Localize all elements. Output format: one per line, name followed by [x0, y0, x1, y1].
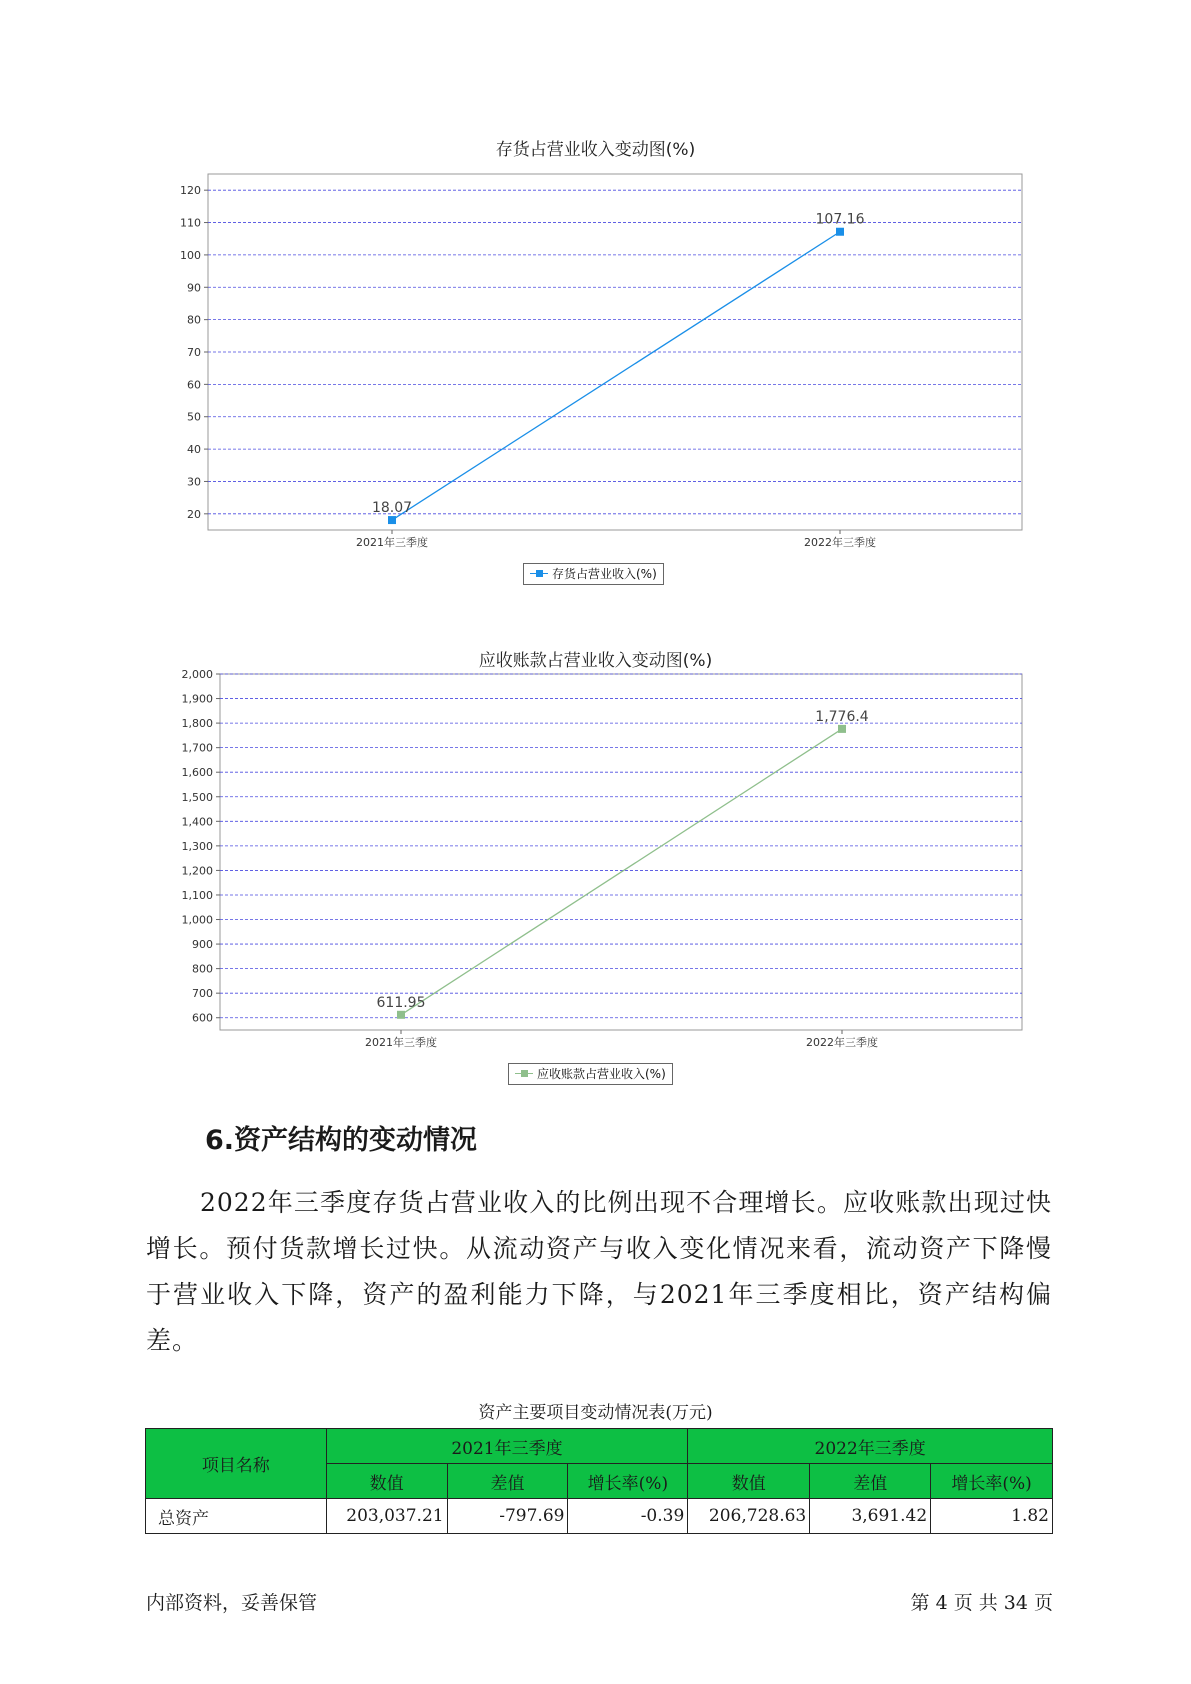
chart2-ytick-label: 1,900: [181, 692, 213, 706]
chart2-legend-marker-icon: [515, 1070, 533, 1078]
chart2-ytick-label: 900: [192, 938, 213, 952]
sub-header: 增长率(%): [568, 1464, 688, 1499]
chart1-ytick-label: 70: [187, 346, 201, 359]
chart2-xtick-label: 2022年三季度: [806, 1036, 878, 1049]
cell: -797.69: [447, 1499, 568, 1534]
chart2-ytick-label: 1,700: [181, 741, 213, 755]
sub-header: 增长率(%): [931, 1464, 1053, 1499]
chart2-ytick-label: 1,100: [181, 888, 213, 902]
chart1-ytick-label: 60: [187, 378, 201, 392]
chart2-data-point: [397, 1011, 405, 1019]
chart2-legend-label: 应收账款占营业收入(%): [537, 1067, 666, 1081]
chart2-ytick-label: 1,300: [181, 839, 213, 853]
chart2-ytick-label: 1,000: [181, 913, 213, 927]
chart2-data-point: [838, 725, 846, 733]
cell: -0.39: [568, 1499, 688, 1534]
col-group-2022: 2022年三季度: [688, 1429, 1053, 1464]
cell: 203,037.21: [326, 1499, 447, 1534]
chart2-ytick-label: 1,400: [181, 815, 213, 829]
page-number: 第 4 页 共 34 页: [910, 1592, 1053, 1614]
chart2-ytick-label: 1,800: [181, 717, 213, 731]
chart2-ytick-label: 600: [192, 1011, 213, 1025]
chart1-ytick-label: 120: [180, 184, 201, 198]
chart1-data-label: 107.16: [815, 211, 865, 228]
row-name: 总资产: [146, 1499, 327, 1534]
section-paragraph: 2022年三季度存货占营业收入的比例出现不合理增长。应收账款出现过快增长。预付货款增长过快。从流动资产与收入变化情况来看，流动资产下降慢于营业收入下降，资产的盈利能力下降，与2021年三季度相比，资产结构偏差。: [146, 1188, 1052, 1355]
chart1-ytick-label: 20: [187, 507, 201, 521]
sub-header: 差值: [810, 1464, 931, 1499]
chart1-ytick-label: 90: [187, 281, 201, 295]
sub-header: 数值: [688, 1464, 810, 1499]
chart2-ytick-label: 2,000: [181, 668, 213, 681]
chart1-data-label: 18.07: [371, 500, 413, 517]
chart2-ytick-label: 1,600: [181, 766, 213, 780]
chart2-ytick-label: 1,500: [181, 790, 213, 804]
chart2-xtick-label: 2021年三季度: [365, 1036, 437, 1049]
chart1-ytick-label: 110: [180, 216, 201, 230]
chart1-ytick-label: 50: [187, 410, 201, 424]
cell: 206,728.63: [688, 1499, 810, 1534]
footer-confidential-note: 内部资料，妥善保管: [146, 1592, 318, 1614]
chart2-ytick-label: 1,200: [181, 864, 213, 878]
chart1-xtick-label: 2021年三季度: [356, 536, 428, 549]
chart2-title: 应收账款占营业收入变动图(%): [478, 651, 713, 671]
chart2-plot-frame: [220, 674, 1022, 1030]
table-title: 资产主要项目变动情况表(万元): [478, 1403, 713, 1423]
chart2-ytick-label: 700: [192, 987, 213, 1001]
col-group-2021: 2021年三季度: [326, 1429, 688, 1464]
chart2-data-label: 611.95: [376, 994, 426, 1011]
col-item-name: 项目名称: [146, 1429, 327, 1499]
chart1-legend-label: 存货占营业收入(%): [552, 567, 657, 581]
chart1-xtick-label: 2022年三季度: [804, 536, 876, 549]
chart1-ytick-label: 40: [187, 443, 201, 457]
chart2-legend: [508, 1063, 673, 1085]
chart2-data-label: 1,776.4: [815, 708, 869, 725]
sub-header: 数值: [326, 1464, 447, 1499]
cell: 1.82: [931, 1499, 1053, 1534]
chart2-ytick-label: 800: [192, 962, 213, 976]
chart1-ytick-label: 100: [180, 248, 201, 262]
chart1-ytick-label: 30: [187, 475, 201, 489]
chart1-ytick-label: 80: [187, 313, 201, 327]
chart1-title: 存货占营业收入变动图(%): [495, 140, 696, 160]
section-heading: 6.资产结构的变动情况: [205, 1125, 478, 1156]
table-row: [146, 1499, 1053, 1534]
cell: 3,691.42: [810, 1499, 931, 1534]
assets-table: [145, 1428, 1053, 1534]
sub-header: 差值: [447, 1464, 568, 1499]
